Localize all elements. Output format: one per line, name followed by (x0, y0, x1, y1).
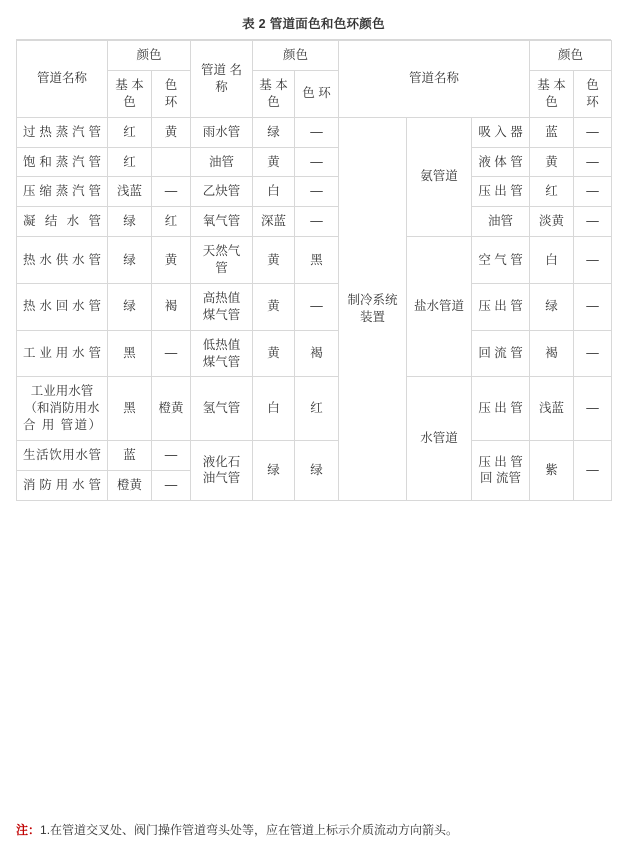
base-color-cell: 绿 (253, 441, 295, 501)
table-row (17, 117, 612, 147)
sub-pipe-name-cell: 压 出 管 (472, 283, 530, 330)
ammonia-pipe-group-label: 氨管道 (407, 117, 472, 237)
water-pipe-group-label: 水管道 (407, 377, 472, 500)
header-color-group-1: 颜色 (108, 41, 191, 71)
pipe-name-cell: 低热值煤气管 (191, 330, 253, 377)
brine-pipe-group-label: 盐水管道 (407, 237, 472, 377)
sub-pipe-name-cell: 吸 入 器 (472, 117, 530, 147)
table-row (17, 147, 612, 177)
ring-color-cell: — (295, 147, 339, 177)
ring-color-cell: 褐 (152, 283, 191, 330)
base-color-cell: 淡黄 (530, 207, 574, 237)
header-base-color-1: 基 本 色 (108, 70, 152, 117)
pipe-name-cell: 饱和蒸汽管 (17, 147, 108, 177)
header-ring-color-1: 色 环 (152, 70, 191, 117)
sub-pipe-name-cell: 压 出 管 (472, 177, 530, 207)
header-ring-color-3: 色 环 (574, 70, 612, 117)
pipe-name-cell: 液化石油气管 (191, 441, 253, 501)
header-color-group-2: 颜色 (253, 41, 339, 71)
pipe-name-cell: 工业用水管 (17, 330, 108, 377)
ring-color-cell: — (152, 470, 191, 500)
header-ring-color-2: 色 环 (295, 70, 339, 117)
ring-color-cell: — (295, 177, 339, 207)
ring-color-cell: — (295, 283, 339, 330)
header-color-group-3: 颜色 (530, 41, 612, 71)
base-color-cell: 黑 (108, 330, 152, 377)
header-pipe-name-3: 管道名称 (339, 41, 530, 118)
ring-color-cell: 橙黄 (152, 377, 191, 441)
base-color-cell: 浅蓝 (530, 377, 574, 441)
ring-color-cell: — (295, 117, 339, 147)
ring-color-cell: — (295, 207, 339, 237)
ring-color-cell: — (574, 330, 612, 377)
sub-pipe-name-cell: 油管 (472, 207, 530, 237)
ring-color-cell: 黄 (152, 237, 191, 284)
base-color-cell: 绿 (108, 283, 152, 330)
base-color-cell: 黄 (253, 237, 295, 284)
pipe-color-table (16, 40, 612, 501)
table-header-row-1 (17, 41, 612, 71)
pipe-name-cell: 消防用水管 (17, 470, 108, 500)
pipe-name-cell: 工业用水管（和消防用水 合 用 管道） (17, 377, 108, 441)
sub-pipe-name-cell: 压 出 管 (472, 377, 530, 441)
header-base-color-3: 基 本 色 (530, 70, 574, 117)
refrigeration-system-label: 制冷系统装置 (339, 117, 407, 500)
pipe-name-cell: 生活饮用水管 (17, 441, 108, 471)
ring-color-cell: — (574, 237, 612, 284)
ring-color-cell: — (574, 207, 612, 237)
base-color-cell: 红 (108, 117, 152, 147)
base-color-cell: 绿 (530, 283, 574, 330)
base-color-cell: 紫 (530, 441, 574, 501)
pipe-name-cell: 压缩蒸汽管 (17, 177, 108, 207)
pipe-name-cell: 雨水管 (191, 117, 253, 147)
pipe-name-cell: 热水回水管 (17, 283, 108, 330)
ring-color-cell: — (152, 177, 191, 207)
sub-pipe-name-cell: 液 体 管 (472, 147, 530, 177)
base-color-cell: 绿 (108, 207, 152, 237)
pipe-name-cell: 油管 (191, 147, 253, 177)
ring-color-cell: — (574, 377, 612, 441)
note-text: 1.在管道交叉处、阀门操作管道弯头处等，应在管道上标示介质流动方向箭头。 (40, 823, 459, 837)
pipe-name-cell: 氧气管 (191, 207, 253, 237)
table-row (17, 237, 612, 284)
ring-color-cell: 绿 (295, 441, 339, 501)
ring-color-cell: — (574, 441, 612, 501)
pipe-name-cell: 凝结水管 (17, 207, 108, 237)
table-row (17, 441, 612, 471)
ring-color-cell: — (574, 117, 612, 147)
base-color-cell: 黑 (108, 377, 152, 441)
table-row (17, 207, 612, 237)
table-row (17, 177, 612, 207)
base-color-cell: 绿 (108, 237, 152, 284)
pipe-name-cell: 热水供水管 (17, 237, 108, 284)
sub-pipe-name-cell: 压 出 管 回 流管 (472, 441, 530, 501)
header-pipe-name-1: 管道名称 (17, 41, 108, 118)
ring-color-cell: 黑 (295, 237, 339, 284)
base-color-cell: 黄 (253, 330, 295, 377)
ring-color-cell: — (574, 283, 612, 330)
base-color-cell: 浅蓝 (108, 177, 152, 207)
base-color-cell: 黄 (530, 147, 574, 177)
base-color-cell: 红 (530, 177, 574, 207)
table-caption: 表 2 管道面色和色环颜色 (16, 8, 611, 40)
base-color-cell: 红 (108, 147, 152, 177)
table-row (17, 283, 612, 330)
ring-color-cell: — (152, 441, 191, 471)
ring-color-cell: — (574, 147, 612, 177)
table-note (16, 821, 611, 839)
pipe-name-cell: 天然气管 (191, 237, 253, 284)
base-color-cell: 黄 (253, 147, 295, 177)
sub-pipe-name-cell: 空 气 管 (472, 237, 530, 284)
base-color-cell: 橙黄 (108, 470, 152, 500)
base-color-cell: 蓝 (530, 117, 574, 147)
pipe-name-cell: 乙炔管 (191, 177, 253, 207)
pipe-name-cell: 高热值煤气管 (191, 283, 253, 330)
ring-color-cell: 红 (295, 377, 339, 441)
base-color-cell: 绿 (253, 117, 295, 147)
ring-color-cell (152, 147, 191, 177)
header-pipe-name-2: 管道 名 称 (191, 41, 253, 118)
base-color-cell: 白 (253, 377, 295, 441)
sub-pipe-name-cell: 回 流 管 (472, 330, 530, 377)
ring-color-cell: 红 (152, 207, 191, 237)
pipe-name-cell: 氢气管 (191, 377, 253, 441)
base-color-cell: 白 (253, 177, 295, 207)
base-color-cell: 白 (530, 237, 574, 284)
ring-color-cell: 黄 (152, 117, 191, 147)
ring-color-cell: — (152, 330, 191, 377)
ring-color-cell: 褐 (295, 330, 339, 377)
base-color-cell: 深蓝 (253, 207, 295, 237)
header-base-color-2: 基 本 色 (253, 70, 295, 117)
base-color-cell: 褐 (530, 330, 574, 377)
base-color-cell: 黄 (253, 283, 295, 330)
table-row (17, 330, 612, 377)
ring-color-cell: — (574, 177, 612, 207)
table-row (17, 377, 612, 441)
note-label: 注： (16, 823, 41, 837)
pipe-name-cell: 过热蒸汽管 (17, 117, 108, 147)
base-color-cell: 蓝 (108, 441, 152, 471)
